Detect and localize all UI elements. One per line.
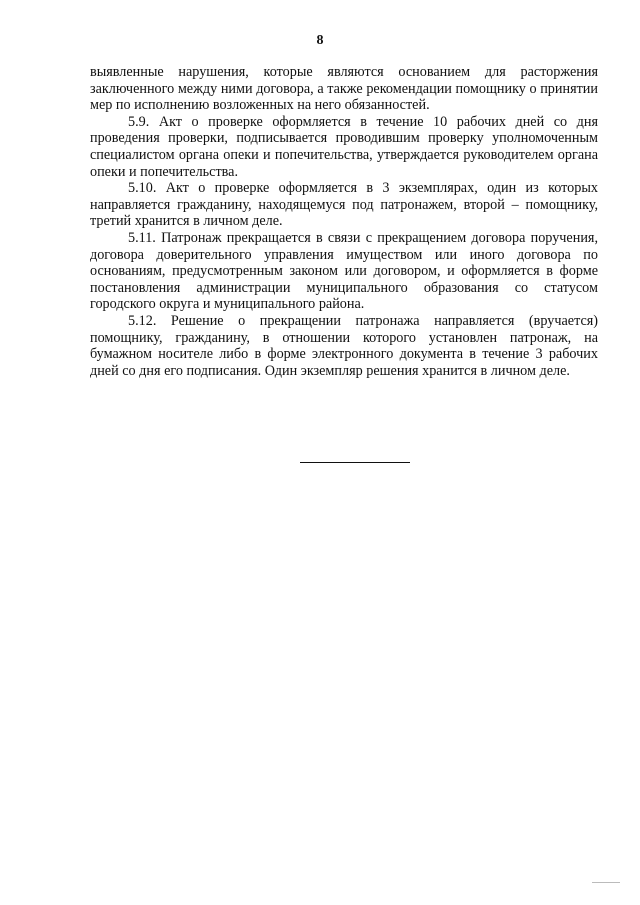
paragraph-continuation: выявленные нарушения, которые являются основанием для расторжения заключенного между ними договора, а также рекомендации помощнику о принятии мер по исполнению возложенных на него обязанностей. bbox=[90, 64, 598, 114]
paragraph-5-12: 5.12. Решение о прекращении патронажа направляется (вручается) помощнику, гражданину, в отношении которого установлен патронаж, на бумажном носителе либо в форме электронного документа в течение 3 рабочих дней со дня его подписания. Один экземпляр решения хранится в личном деле. bbox=[90, 312, 598, 379]
paragraph-5-10: 5.10. Акт о проверке оформляется в 3 экземплярах, один из которых направляется гражданину, находящемуся под патронажем, второй – помощнику, третий хранится в личном деле. bbox=[90, 180, 598, 230]
paragraph-5-9: 5.9. Акт о проверке оформляется в течение 10 рабочих дней со дня проведения проверки, подписывается проводившим проверку уполномоченным специалистом органа опеки и попечительства, утверждается руководителем органа опеки и попечительства. bbox=[90, 113, 598, 180]
paragraph-5-11: 5.11. Патронаж прекращается в связи с прекращением договора поручения, договора доверительного управления имуществом или иного договора по основаниям, предусмотренным законом или договором, и оформляется в форме постановления администрации муниципального образования со статусом городского округа и муниципального района. bbox=[90, 229, 598, 313]
corner-mark-line bbox=[592, 882, 620, 883]
page-number: 8 bbox=[316, 33, 324, 48]
end-divider-line bbox=[300, 462, 410, 463]
document-body bbox=[90, 64, 598, 379]
